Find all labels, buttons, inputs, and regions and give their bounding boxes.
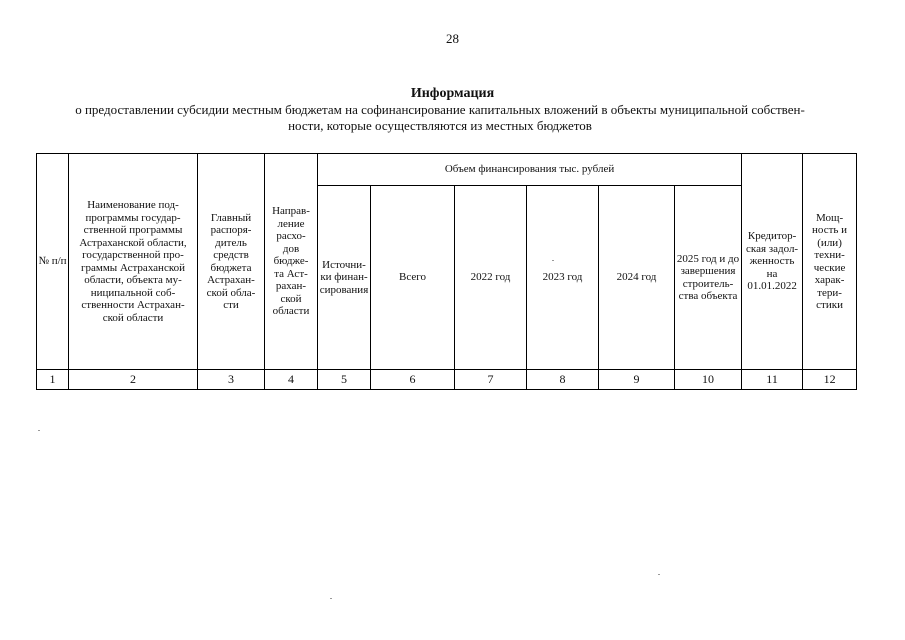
header-manager: Главный распоря- дитель средств бюджета Астрахан- ской обла- сти: [198, 154, 265, 370]
header-2022: 2022 год: [455, 186, 527, 370]
column-number: 2: [69, 370, 198, 390]
header-num: № п/п: [37, 154, 69, 370]
header-2024: 2024 год: [599, 186, 675, 370]
subtitle-line-1: о предоставлении субсидии местным бюджетам на софинансирование капитальных вложений в объекты муниципальной собствен-: [75, 102, 805, 117]
header-debt: Кредитор- ская задол- женность на 01.01.2022: [742, 154, 803, 370]
subtitle-line-2: ности, которые осуществляются из местных бюджетов: [288, 118, 592, 133]
header-name: Наименование под- программы государ- ственной программы Астраханской области, государственной про- граммы Астраханской области, объекта му- ниципальной соб- ственности Астрахан- ской области: [69, 154, 198, 370]
column-number: 5: [318, 370, 371, 390]
column-number: 3: [198, 370, 265, 390]
header-capacity: Мощ- ность и (или) техни- ческие харак- тери- стики: [803, 154, 857, 370]
financing-table: [36, 153, 857, 390]
scan-speck: [330, 598, 332, 599]
column-number: 7: [455, 370, 527, 390]
scan-speck: [552, 260, 554, 261]
document-title: Информация: [410, 86, 495, 101]
page-number: 28: [446, 31, 459, 46]
document-subtitle: [30, 102, 850, 134]
scan-speck: [658, 574, 660, 575]
header-total: Всего: [371, 186, 455, 370]
column-number: 6: [371, 370, 455, 390]
scan-speck: [38, 430, 40, 431]
column-number: 10: [675, 370, 742, 390]
header-financing-group: Объем финансирования тыс. рублей: [318, 154, 742, 186]
column-number: 11: [742, 370, 803, 390]
column-number: 8: [527, 370, 599, 390]
column-number: 1: [37, 370, 69, 390]
header-2023: 2023 год: [527, 186, 599, 370]
header-sources: Источни- ки финан- сирования: [318, 186, 371, 370]
column-number: 4: [265, 370, 318, 390]
header-direction: Направ- ление расхо- дов бюдже- та Аст- рахан- ской области: [265, 154, 318, 370]
header-2025: 2025 год и до завершения строитель- ства объекта: [675, 186, 742, 370]
column-number: 12: [803, 370, 857, 390]
column-number: 9: [599, 370, 675, 390]
